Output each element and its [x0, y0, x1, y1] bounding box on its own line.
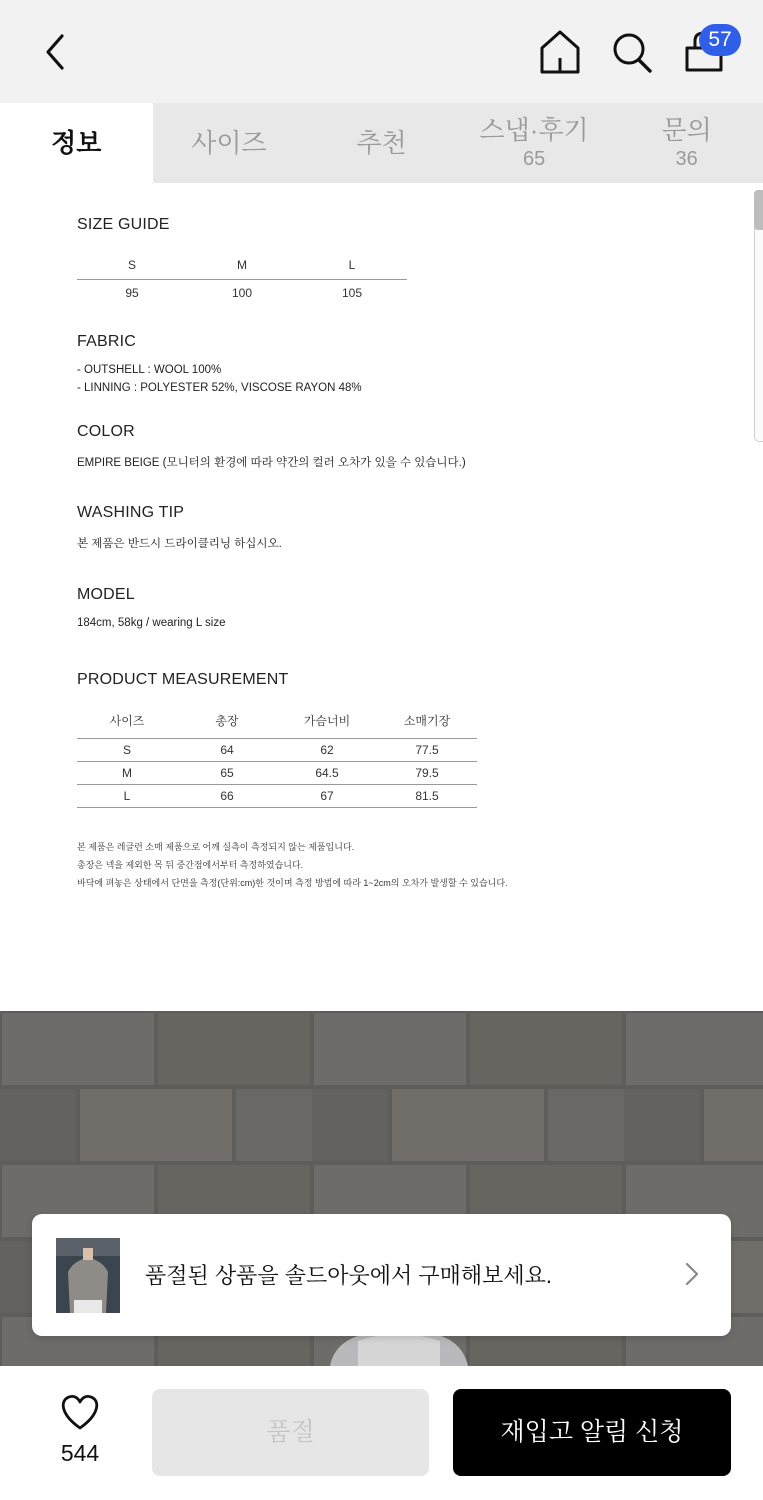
tab-recommend[interactable] [305, 103, 458, 183]
search-icon[interactable] [608, 26, 656, 78]
tab-count: 65 [522, 148, 546, 170]
table-cell: S [122, 743, 131, 757]
size-header: M [237, 258, 247, 272]
table-row [77, 785, 477, 808]
size-value: 100 [231, 286, 253, 300]
measurement-header: 소매기장 [403, 714, 451, 728]
tab-count: 36 [675, 148, 698, 170]
restock-alert-button[interactable]: 재입고 알림 신청 [453, 1389, 731, 1476]
tab-label: 사이즈 [191, 128, 267, 158]
tab-label: 정보 [51, 128, 102, 158]
chevron-right-icon [682, 1258, 702, 1290]
like-button[interactable] [50, 1390, 110, 1470]
tab-info[interactable] [0, 103, 153, 183]
table-cell: 67 [320, 789, 334, 803]
like-count: 544 [60, 1440, 100, 1466]
top-nav-bar [0, 0, 763, 103]
size-value: 105 [341, 286, 363, 300]
measurement-title: PRODUCT MEASUREMENT [77, 671, 289, 688]
home-icon[interactable] [536, 26, 584, 78]
note-line: 총장은 넥을 제외한 목 뒤 중간점에서부터 측정하였습니다. [77, 860, 304, 870]
table-cell: 66 [220, 789, 234, 803]
color-title: COLOR [77, 423, 135, 440]
tab-size[interactable] [153, 103, 306, 183]
table-cell: 79.5 [415, 766, 439, 780]
soldout-banner[interactable] [32, 1214, 731, 1336]
note-line: 바닥에 펴놓은 상태에서 단면을 측정(단위:cm)한 것이며 측정 방법에 따라 1~2cm의 오차가 발생할 수 있습니다. [77, 878, 508, 888]
table-cell: 81.5 [415, 789, 439, 803]
soldout-button: 품절 [152, 1389, 429, 1476]
tab-snap-review[interactable] [458, 103, 611, 183]
table-row [77, 739, 477, 762]
table-cell: 77.5 [415, 743, 439, 757]
measurement-header: 총장 [215, 714, 239, 728]
back-icon[interactable] [36, 28, 76, 76]
size-header: S [127, 258, 136, 272]
cart-count-badge: 57 [699, 24, 741, 56]
tab-label: 추천 [356, 128, 407, 158]
measurement-header: 가슴너비 [303, 714, 351, 728]
model-title: MODEL [77, 586, 135, 603]
tab-label: 문의 [661, 115, 712, 145]
heart-icon [50, 1390, 110, 1434]
color-text: EMPIRE BEIGE (모니터의 환경에 따라 약간의 컬러 오차가 있을 수 있습니다.) [77, 457, 466, 469]
measurement-table [77, 712, 477, 808]
measurement-header: 사이즈 [109, 714, 145, 728]
fabric-line: - OUTSHELL : WOOL 100% [77, 364, 222, 376]
tab-label: 스냅·후기 [479, 115, 589, 145]
table-cell: L [123, 789, 131, 803]
table-cell: 64 [220, 743, 234, 757]
fabric-title: FABRIC [77, 333, 136, 350]
bottom-action-bar [0, 1366, 763, 1500]
banner-thumbnail [56, 1238, 120, 1313]
table-cell: 65 [220, 766, 234, 780]
table-cell: 62 [320, 743, 334, 757]
tab-inquiry[interactable] [610, 103, 763, 183]
fabric-line: - LINNING : POLYESTER 52%, VISCOSE RAYON 48% [77, 382, 362, 394]
banner-text: 품절된 상품을 솔드아웃에서 구매해보세요. [145, 1263, 552, 1288]
washing-tip-title: WASHING TIP [77, 504, 185, 521]
table-cell: M [122, 766, 132, 780]
size-guide-table [77, 258, 407, 306]
model-text: 184cm, 58kg / wearing L size [77, 617, 226, 629]
washing-tip-text: 본 제품은 반드시 드라이클리닝 하십시오. [77, 538, 282, 550]
size-value: 95 [125, 286, 139, 300]
scrollbar-thumb[interactable] [754, 190, 763, 230]
note-line: 본 제품은 레글런 소매 제품으로 어깨 실측이 측정되지 않는 제품입니다. [77, 842, 355, 852]
measurement-notes [77, 838, 508, 892]
table-row [77, 762, 477, 785]
size-header: L [348, 258, 356, 272]
product-tabs [0, 103, 763, 183]
size-guide-title: SIZE GUIDE [77, 216, 170, 233]
table-cell: 64.5 [315, 766, 339, 780]
